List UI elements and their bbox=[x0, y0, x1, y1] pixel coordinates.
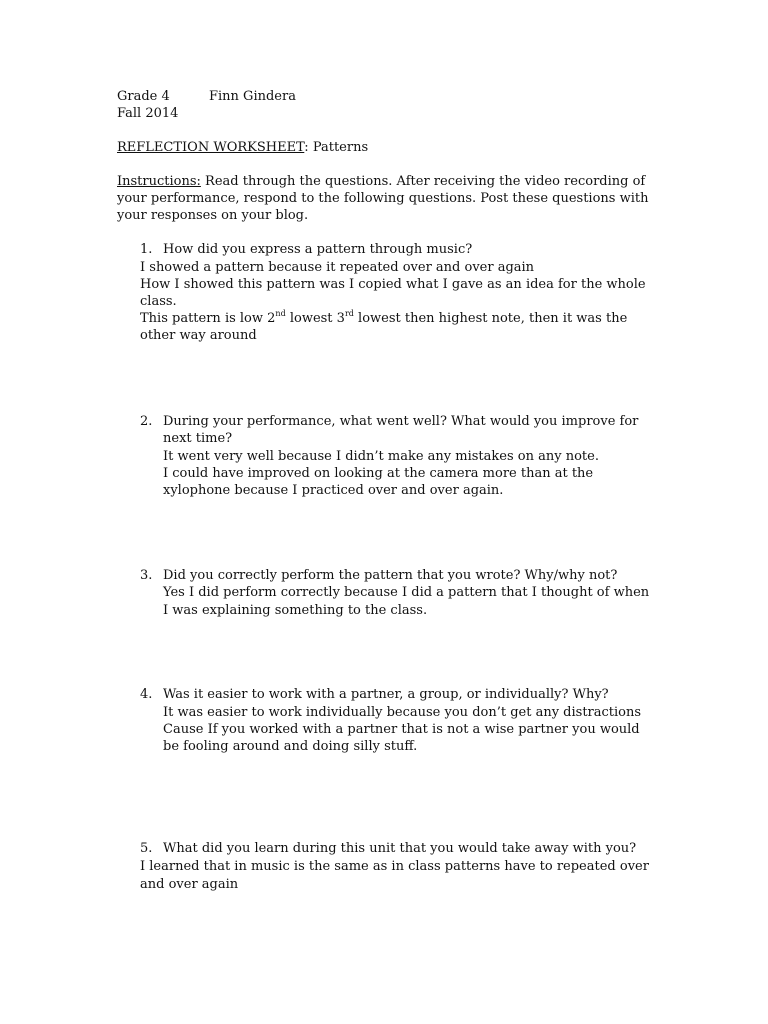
instructions-line-3: your responses on your blog. bbox=[117, 208, 309, 223]
term-label: Fall 2014 bbox=[117, 106, 179, 121]
answer-line: This pattern is low 2nd lowest 3rd lowest then highest note, then it was the bbox=[140, 308, 628, 326]
worksheet-title-separator: : bbox=[304, 140, 309, 155]
worksheet-title-label: REFLECTION WORKSHEET bbox=[117, 140, 305, 155]
question-number: 4. bbox=[140, 687, 153, 702]
grade-label: Grade 4 bbox=[117, 89, 170, 104]
answer-line: Cause If you worked with a partner that is not a wise partner you would bbox=[163, 722, 640, 737]
worksheet-title bbox=[117, 139, 368, 156]
answer-line: class. bbox=[140, 294, 177, 309]
answer-line: How I showed this pattern was I copied what I gave as an idea for the whole bbox=[140, 277, 646, 292]
question-text: Was it easier to work with a partner, a group, or individually? Why? bbox=[163, 687, 609, 702]
question-number: 5. bbox=[140, 841, 153, 856]
answer-line: I could have improved on looking at the camera more than at the bbox=[163, 466, 594, 481]
question-number: 2. bbox=[140, 414, 153, 429]
answer-line: and over again bbox=[140, 877, 239, 892]
question-text: Did you correctly perform the pattern that you wrote? Why/why not? bbox=[163, 568, 618, 583]
worksheet-title-topic: Patterns bbox=[308, 140, 369, 155]
question-text: How did you express a pattern through music? bbox=[163, 242, 473, 257]
answer-line: xylophone because I practiced over and over again. bbox=[163, 483, 504, 498]
question-text: During your performance, what went well? What would you improve for bbox=[163, 414, 639, 429]
answer-line: other way around bbox=[140, 328, 257, 343]
question-number: 1. bbox=[140, 242, 153, 257]
question-text: What did you learn during this unit that you would take away with you? bbox=[163, 841, 637, 856]
instructions-label: Instructions: bbox=[117, 174, 201, 189]
answer-line: It went very well because I didn’t make any mistakes on any note. bbox=[163, 449, 599, 464]
question-number: 3. bbox=[140, 568, 153, 583]
answer-line: I was explaining something to the class. bbox=[163, 603, 428, 618]
answer-line: It was easier to work individually because you don’t get any distractions bbox=[163, 705, 642, 720]
answer-line: I showed a pattern because it repeated over and over again bbox=[140, 260, 535, 275]
answer-line: I learned that in music is the same as in class patterns have to repeated over bbox=[140, 859, 649, 874]
answer-line: Yes I did perform correctly because I did a pattern that I thought of when bbox=[163, 585, 650, 600]
instructions-line-2: your performance, respond to the following questions. Post these questions with bbox=[117, 191, 649, 206]
answer-line: be fooling around and doing silly stuff. bbox=[163, 739, 418, 754]
student-name: Finn Gindera bbox=[209, 89, 296, 104]
instructions-line-1: Instructions: Read through the questions. After receiving the video recording of bbox=[117, 174, 646, 189]
question-text: next time? bbox=[163, 431, 233, 446]
